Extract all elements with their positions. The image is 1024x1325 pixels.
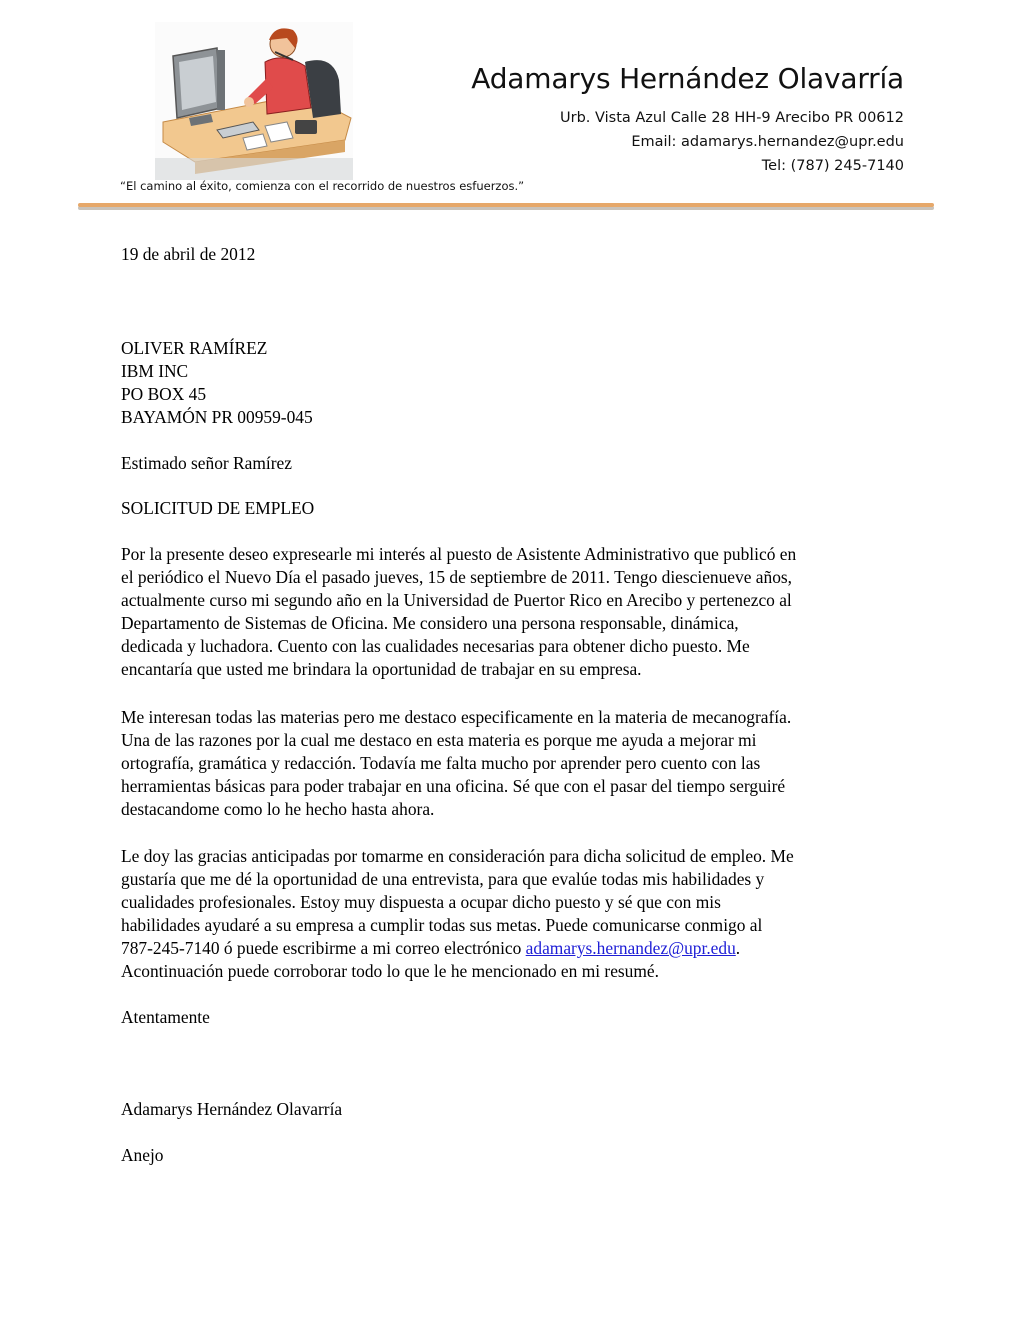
paragraph-2 (121, 706, 911, 821)
paragraph-line: Por la presente deseo expresearle mi interés al puesto de Asistente Administrativo que publicó en (121, 544, 797, 564)
paragraph-line: actualmente curso mi segundo año en la Universidad de Puertor Rico en Arecibo y pertenezco al (121, 590, 792, 610)
paragraph-line: Le doy las gracias anticipadas por tomarme en consideración para dicha solicitud de empleo. Me (121, 846, 794, 866)
paragraph-line: encantaría que usted me brindara la oportunidad de trabajar en su empresa. (121, 659, 642, 679)
header-tel: Tel: (787) 245-7140 (761, 158, 904, 174)
signer-name: Adamarys Hernández Olavarría (121, 1099, 343, 1119)
paragraph-line-prefix: 787-245-7140 ó puede escribirme a mi correo electrónico (121, 938, 526, 958)
recipient-address (121, 337, 313, 429)
letter-date: 19 de abril de 2012 (121, 244, 256, 264)
paragraph-line: Acontinuación puede corroborar todo lo que le he mencionado en mi resumé. (121, 961, 659, 981)
closing: Atentamente (121, 1007, 210, 1027)
paragraph-line: destacandome como lo he hecho hasta ahora. (121, 799, 435, 819)
paragraph-line: ortografía, gramática y redacción. Todavía me falta mucho por aprender pero cuento con las (121, 753, 761, 773)
paragraph-line-with-link (121, 937, 911, 960)
header-email: Email: adamarys.hernandez@upr.edu (631, 134, 904, 150)
greeting: Estimado señor Ramírez (121, 453, 292, 473)
email-link[interactable]: adamarys.hernandez@upr.edu (525, 938, 736, 958)
header-rule (78, 203, 934, 207)
enclosure-note: Anejo (121, 1145, 164, 1165)
paragraph-line: el periódico el Nuevo Día el pasado jueves, 15 de septiembre de 2011. Tengo diescienueve años, (121, 567, 793, 587)
office-worker-clipart-icon (155, 22, 353, 180)
paragraph-line: habilidades ayudaré a su empresa a cumplir todas sus metas. Puede comunicarse conmigo al (121, 915, 763, 935)
header-name: Adamarys Hernández Olavarría (471, 62, 904, 95)
paragraph-line: herramientas básicas para poder trabajar en una oficina. Sé que con el pasar del tiempo serguiré (121, 776, 786, 796)
paragraph-line: Departamento de Sistemas de Oficina. Me considero una persona responsable, dinámica, (121, 613, 739, 633)
paragraph-line: dedicada y luchadora. Cuento con las cualidades necesarias para obtener dicho puesto. Me (121, 636, 750, 656)
paragraph-line: Una de las razones por la cual me destaco en esta materia es porque me ayuda a mejorar mi (121, 730, 757, 750)
paragraph-line: cualidades profesionales. Estoy muy dispuesta a ocupar dicho puesto y sé que con mis (121, 892, 721, 912)
header-address: Urb. Vista Azul Calle 28 HH-9 Arecibo PR 00612 (560, 110, 904, 126)
recipient-line: OLIVER RAMÍREZ (121, 338, 268, 358)
paragraph-line-suffix: . (735, 938, 741, 958)
paragraph-line: Me interesan todas las materias pero me destaco especificamente en la materia de mecanografía. (121, 707, 792, 727)
subject-line: SOLICITUD DE EMPLEO (121, 498, 315, 518)
recipient-line: BAYAMÓN PR 00959-045 (121, 407, 313, 427)
header-quote: “El camino al éxito, comienza con el recorrido de nuestros esfuerzos.” (120, 179, 525, 193)
recipient-line: IBM INC (121, 361, 189, 381)
paragraph-line: gustaría que me dé la oportunidad de una entrevista, para que evalúe todas mis habilidades y (121, 869, 765, 889)
paragraph-3 (121, 845, 911, 983)
recipient-line: PO BOX 45 (121, 384, 207, 404)
paragraph-1 (121, 543, 911, 681)
